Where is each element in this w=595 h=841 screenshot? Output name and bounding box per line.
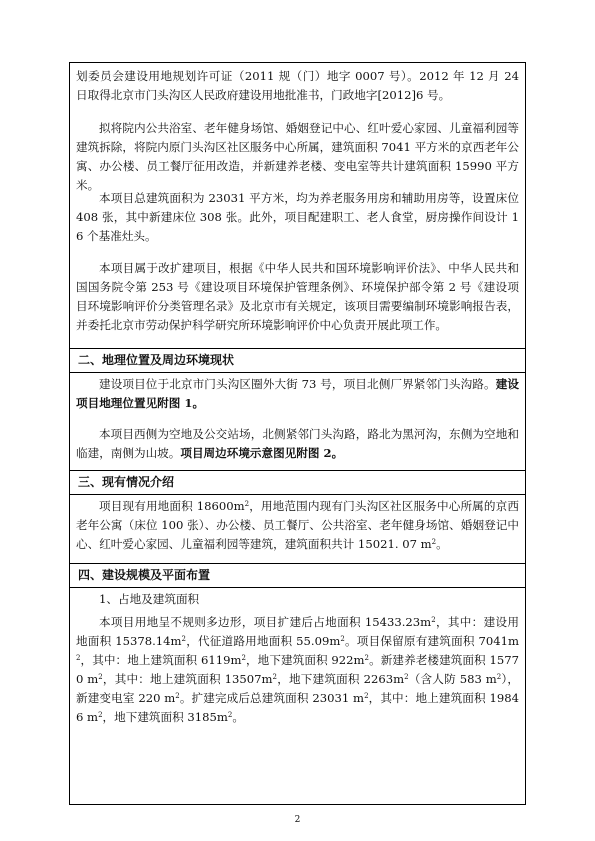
unit-superscript: 2 bbox=[181, 635, 187, 643]
area-text: ，其中：地上建筑面积 13507m bbox=[102, 672, 273, 686]
unit-superscript: 2 bbox=[175, 692, 180, 700]
paragraph-eia-basis-text: 本项目属于改扩建项目，根据《中华人民共和国环境影响评价法》、中华人民共和国国务院令第 253 号《建设项目环境保护管理条例》、环境保护部令第 2 号《建设项目环境影响评价分类管理名录》及北京市有关规定，该项目需要编制环境影响报告表，并委托北京市劳动保护科学研究所环境影响评价中心负责开展此项工作。 bbox=[76, 261, 519, 332]
unit-superscript: 2 bbox=[227, 711, 233, 719]
unit-superscript: 2 bbox=[98, 673, 103, 681]
unit-superscript: 2 bbox=[98, 711, 103, 719]
area-text: 。项目保留原有建筑面积 7041m bbox=[344, 634, 520, 648]
existing-text-a: 项目现有用地面积 18600m bbox=[99, 499, 245, 513]
section-2-heading: 二、地理位置及周边环境现状 bbox=[78, 353, 235, 367]
section-3-heading: 三、现有情况介绍 bbox=[78, 475, 175, 489]
unit-superscript: 2 bbox=[76, 654, 81, 662]
paragraph-surroundings bbox=[76, 425, 519, 463]
paragraph-total-area bbox=[76, 189, 519, 246]
area-text: ，地下建筑面积 922m bbox=[245, 653, 365, 667]
section-divider bbox=[70, 470, 525, 471]
report-table-frame bbox=[69, 62, 526, 805]
paragraph-permit bbox=[76, 67, 519, 105]
location-figure-ref: 建设项目地理位置见附图 1。 bbox=[76, 377, 519, 410]
unit-superscript: 2 bbox=[272, 673, 277, 681]
paragraph-total-area-text: 本项目总建筑面积为 23031 平方米，均为养老服务用房和辅助用房等，设置床位 408 张，其中新建床位 308 张。此外，项目配建职工、老人食堂，厨房操作间设计 16 个基准灶头。 bbox=[76, 191, 519, 243]
unit-superscript: 2 bbox=[431, 616, 436, 624]
area-text: 本项目用地呈不规则多边形，项目扩建后占地面积 15433.23m bbox=[99, 615, 432, 629]
section-divider bbox=[70, 587, 525, 588]
paragraph-demolition-text: 拟将院内公共浴室、老年健身场馆、婚姻登记中心、红叶爱心家园、儿童福利园等建筑拆除，将院内原门头沟区社区服务中心所属，建筑面积 7041 平方米的京西老年公寓、办公楼、员工餐厅征用改造，并新建养老楼、变电室等共计建筑面积 15990 平方米。 bbox=[76, 121, 519, 192]
location-text: 建设项目位于北京市门头沟区圈外大街 73 号，项目北侧厂界紧邻门头沟路。 bbox=[99, 377, 496, 391]
unit-superscript: 2 bbox=[364, 692, 369, 700]
unit-superscript: 2 bbox=[496, 673, 502, 681]
paragraph-existing bbox=[76, 497, 519, 554]
page-number: 2 bbox=[294, 815, 301, 825]
section-divider bbox=[70, 494, 525, 495]
area-text: ，其中：地上建筑面积 19846 m bbox=[76, 691, 519, 724]
area-text: ，地下建筑面积 3185m bbox=[102, 710, 228, 724]
existing-text-c: 。 bbox=[436, 537, 448, 551]
existing-text-b: ，用地范围内现有门头沟区社区服务中心所属的京西老年公寓（床位 100 张）、办公楼、员工餐厅、公共浴室、老年健身场馆、婚姻登记中心、红叶爱心家园、儿童福利园等建筑，建筑面积共计 15021. 07 m bbox=[76, 499, 519, 551]
section-4-heading: 四、建设规模及平面布置 bbox=[78, 568, 211, 582]
area-text: 。扩建完成后总建筑面积 23031 m bbox=[179, 691, 365, 705]
section-divider bbox=[70, 348, 525, 349]
area-text: ，地下建筑面积 2263m bbox=[277, 672, 405, 686]
area-text: ），新建变电室 220 m bbox=[76, 672, 520, 705]
unit-superscript: 2 bbox=[241, 654, 246, 662]
unit-superscript: 2 bbox=[364, 654, 369, 662]
area-text: 。 bbox=[232, 710, 244, 724]
paragraph-location bbox=[76, 375, 519, 413]
area-text: （含人防 583 m bbox=[408, 672, 497, 686]
surroundings-text: 本项目西侧为空地及公交站场，北侧紧邻门头沟路，路北为黑河沟，东侧为空地和临建，南侧为山坡。 bbox=[76, 427, 519, 460]
subheading-land-area: 1、占地及建筑面积 bbox=[99, 592, 200, 606]
paragraph-land-area bbox=[76, 613, 519, 727]
unit-superscript: 2 bbox=[404, 673, 409, 681]
paragraph-permit-text: 划委员会建设用地规划许可证（2011 规（门）地字 0007 号）。2012 年 12 月 24 日取得北京市门头沟区人民政府建设用地批准书，门政地字[2012]6 号。 bbox=[76, 69, 519, 102]
area-text: ，其中：地上建筑面积 6119m bbox=[80, 653, 242, 667]
unit-superscript: 2 bbox=[340, 635, 345, 643]
unit-superscript: 2 bbox=[431, 538, 437, 546]
area-text: 。新建养老楼建筑面积 15770 m bbox=[76, 653, 519, 686]
paragraph-eia-basis bbox=[76, 259, 519, 335]
area-text: ，代征道路用地面积 55.09m bbox=[186, 634, 341, 648]
area-text: ，其中：建设用地面积 15378.14m bbox=[76, 615, 519, 648]
unit-superscript: 2 bbox=[244, 500, 250, 508]
paragraph-demolition bbox=[76, 119, 519, 195]
section-divider bbox=[70, 372, 525, 373]
surroundings-figure-ref: 项目周边环境示意图见附图 2。 bbox=[180, 446, 344, 460]
section-divider bbox=[70, 563, 525, 564]
